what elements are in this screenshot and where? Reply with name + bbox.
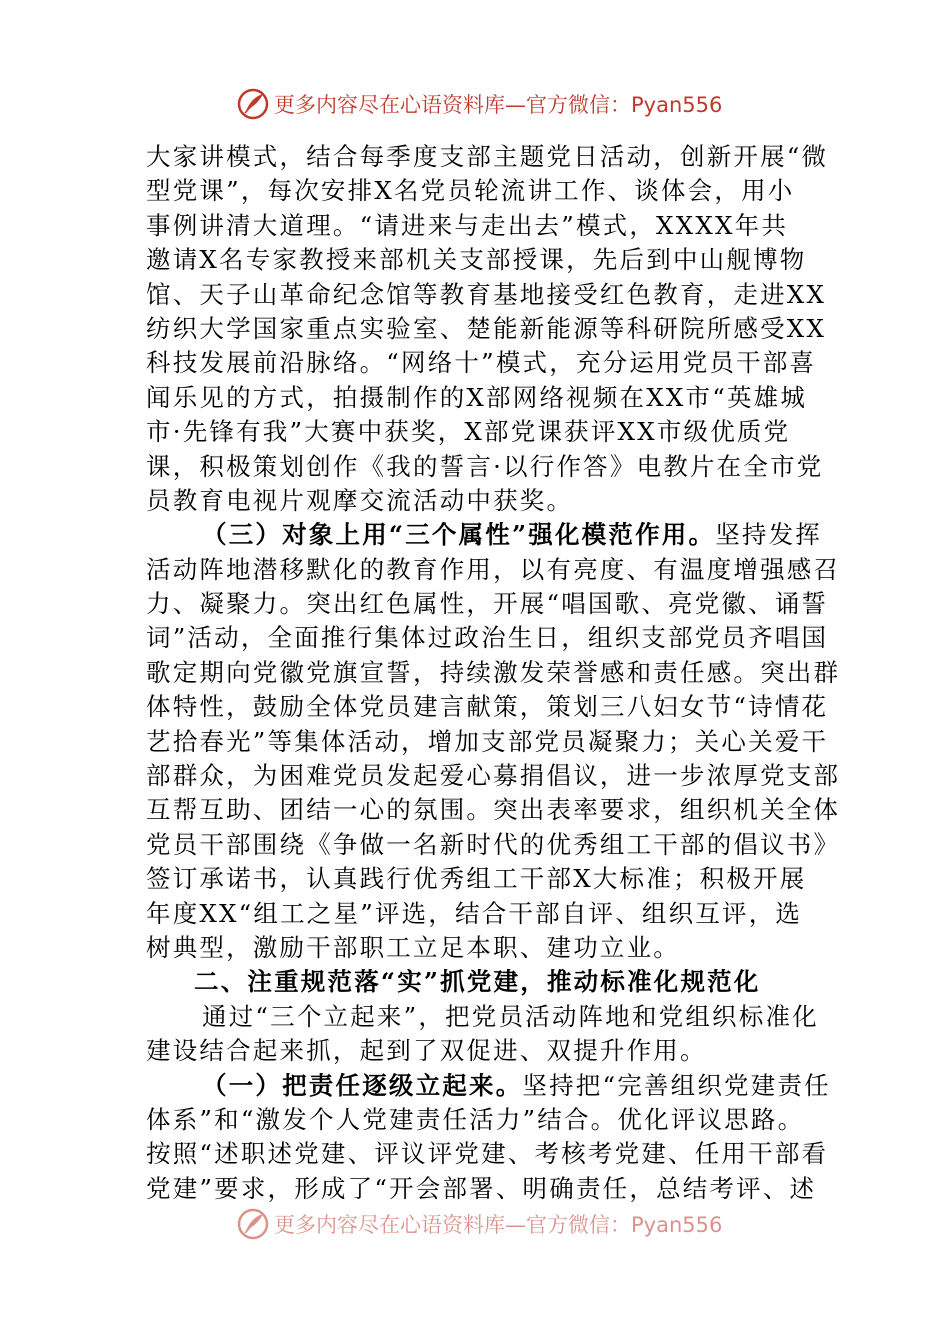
text-line: 纺织大学国家重点实验室、楚能新能源等科研院所感受XX (146, 313, 827, 343)
watermark-top (236, 86, 722, 122)
text-line: 互帮互助、团结一心的氛围。突出表率要求，组织机关全体 (146, 795, 841, 825)
text-line: 邀请X名专家教授来部机关支部授课，先后到中山舰博物 (146, 245, 807, 275)
text-line: 课，积极策划创作《我的誓言·以行作答》电教片在全市党 (146, 451, 824, 481)
text-line: 型党课”，每次安排X名党员轮流讲工作、谈体会，用小 (146, 176, 795, 206)
document-body (146, 140, 841, 1206)
feather-quill-icon (236, 87, 270, 121)
text-line: 建设结合起来抓，起到了双促进、双提升作用。 (146, 1036, 707, 1066)
section-3-title: （三）对象上用“三个属性”强化模范作用。 (202, 520, 716, 550)
text-line: 闻乐见的方式，拍摄制作的X部网络视频在XX市“英雄城 (146, 382, 808, 412)
section-1-first-rest: 坚持把“完善组织党建责任 (522, 1070, 831, 1100)
text-line: 树典型，激励干部职工立足本职、建功立业。 (146, 932, 680, 962)
text-line: 活动阵地潜移默化的教育作用，以有亮度、有温度增强感召 (146, 554, 841, 584)
text-line: 歌定期向党徽党旗宣誓，持续激发荣誉感和责任感。突出群 (146, 657, 841, 687)
watermark-text: 更多内容尽在心语资料库—官方微信：Pyan556 (274, 1213, 723, 1237)
section-1-title: （一）把责任逐级立起来。 (202, 1070, 523, 1100)
text-line: 艺拾春光”等集体活动，增加支部党员凝聚力；关心关爱干 (146, 726, 829, 756)
text-line: 体特性，鼓励全体党员建言献策，策划三八妇女节“诗情花 (146, 692, 829, 722)
text-line: 签订承诺书，认真践行优秀组工干部X大标准；积极开展 (146, 864, 807, 894)
text-line: 事例讲清大道理。“请进来与走出去”模式，XXXX年共 (146, 210, 789, 240)
section-1-first-line (146, 1069, 831, 1103)
watermark-text: 更多内容尽在心语资料库—官方微信：Pyan556 (274, 93, 723, 117)
watermark-bottom (236, 1206, 722, 1242)
text-line: 馆、天子山革命纪念馆等教育基地接受红色教育，走进XX (146, 279, 827, 309)
text-line: 通过“三个立起来”，把党员活动阵地和党组织标准化 (202, 1001, 819, 1031)
feather-quill-icon (236, 1207, 270, 1241)
section-3-first-line (146, 518, 822, 552)
text-line: 党员干部围绕《争做一名新时代的优秀组工干部的倡议书》 (146, 829, 841, 859)
text-line: 市·先锋有我”大赛中获奖，X部党课获评XX市级优质党 (146, 417, 791, 447)
section-heading-2: 二、注重规范落“实”抓党建，推动标准化规范化 (194, 967, 761, 997)
text-line: 科技发展前沿脉络。“网络十”模式，充分运用党员干部喜 (146, 348, 817, 378)
text-line: 员教育电视片观摩交流活动中获奖。 (146, 485, 574, 515)
text-line: 大家讲模式，结合每季度支部主题党日活动，创新开展“微 (146, 142, 829, 171)
section-3-first-rest: 坚持发挥 (715, 520, 822, 550)
text-line: 词”活动，全面推行集体过政治生日，组织支部党员齐唱国 (146, 623, 829, 653)
text-line: 按照“述职述党建、评议评党建、考核考党建、任用干部看 (146, 1139, 829, 1169)
text-line: 部群众，为困难党员发起爱心募捐倡议，进一步浓厚党支部 (146, 761, 841, 791)
text-line: 体系”和“激发个人党建责任活力”结合。优化评议思路。 (146, 1104, 805, 1134)
text-line: 力、凝聚力。突出红色属性，开展“唱国歌、亮党徽、诵誓 (146, 589, 829, 619)
text-line: 年度XX“组工之星”评选，结合干部自评、组织互评，选 (146, 898, 803, 928)
text-line: 党建”要求，形成了“开会部署、明确责任，总结考评、述 (146, 1173, 817, 1203)
